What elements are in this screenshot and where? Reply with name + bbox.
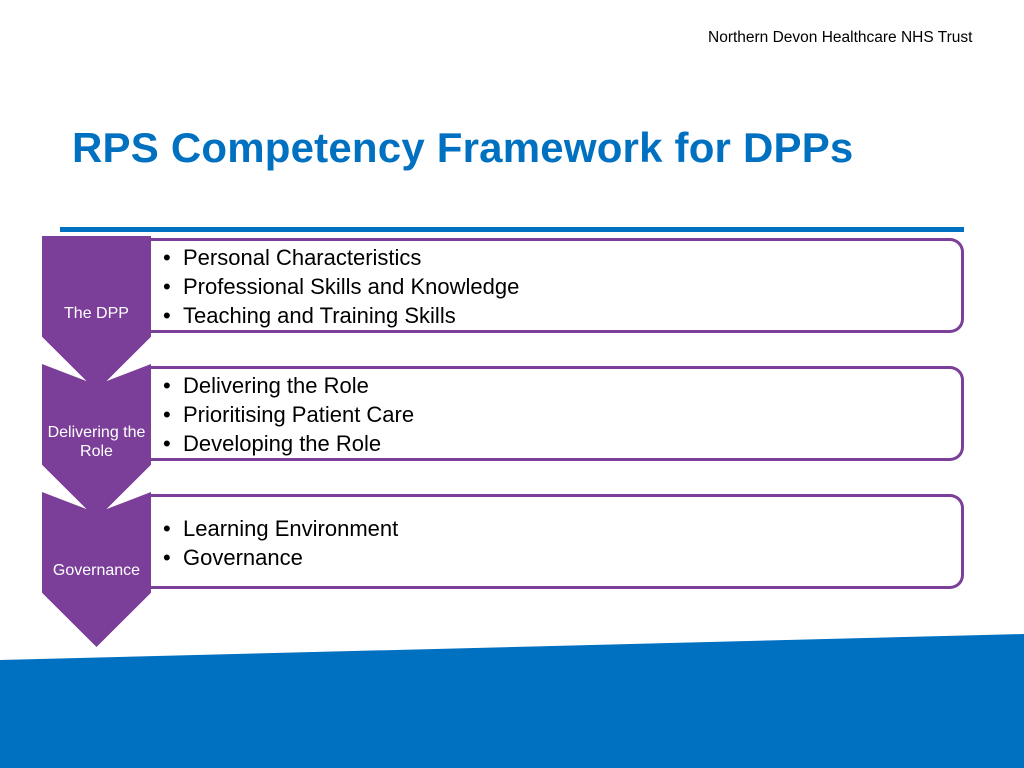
list-item-text: Governance — [183, 545, 303, 570]
list-item-text: Delivering the Role — [183, 373, 369, 398]
chevron-label-delivering-the-role: Delivering the Role — [47, 424, 146, 460]
list-item-text: Personal Characteristics — [183, 245, 422, 270]
bullet-icon: • — [163, 303, 171, 328]
slide-title: RPS Competency Framework for DPPs — [72, 124, 854, 171]
list-item-text: Professional Skills and Knowledge — [183, 274, 520, 299]
list-item-text: Teaching and Training Skills — [183, 303, 456, 328]
bullet-icon: • — [163, 274, 171, 299]
list-item-text: Prioritising Patient Care — [183, 402, 415, 427]
bullet-icon: • — [163, 402, 171, 427]
chevron-label-the-dpp: The DPP — [64, 305, 129, 322]
list-item-text: Learning Environment — [183, 516, 399, 541]
list-item-text: Developing the Role — [183, 431, 382, 456]
bullet-icon: • — [163, 516, 171, 541]
footer-band-shape — [0, 634, 1024, 768]
bullet-icon: • — [163, 245, 171, 270]
bullet-icon: • — [163, 431, 171, 456]
organisation-name: Northern Devon Healthcare NHS Trust — [708, 29, 973, 46]
bullet-icon: • — [163, 545, 171, 570]
bullet-icon: • — [163, 373, 171, 398]
chevron-label-governance: Governance — [52, 562, 141, 579]
